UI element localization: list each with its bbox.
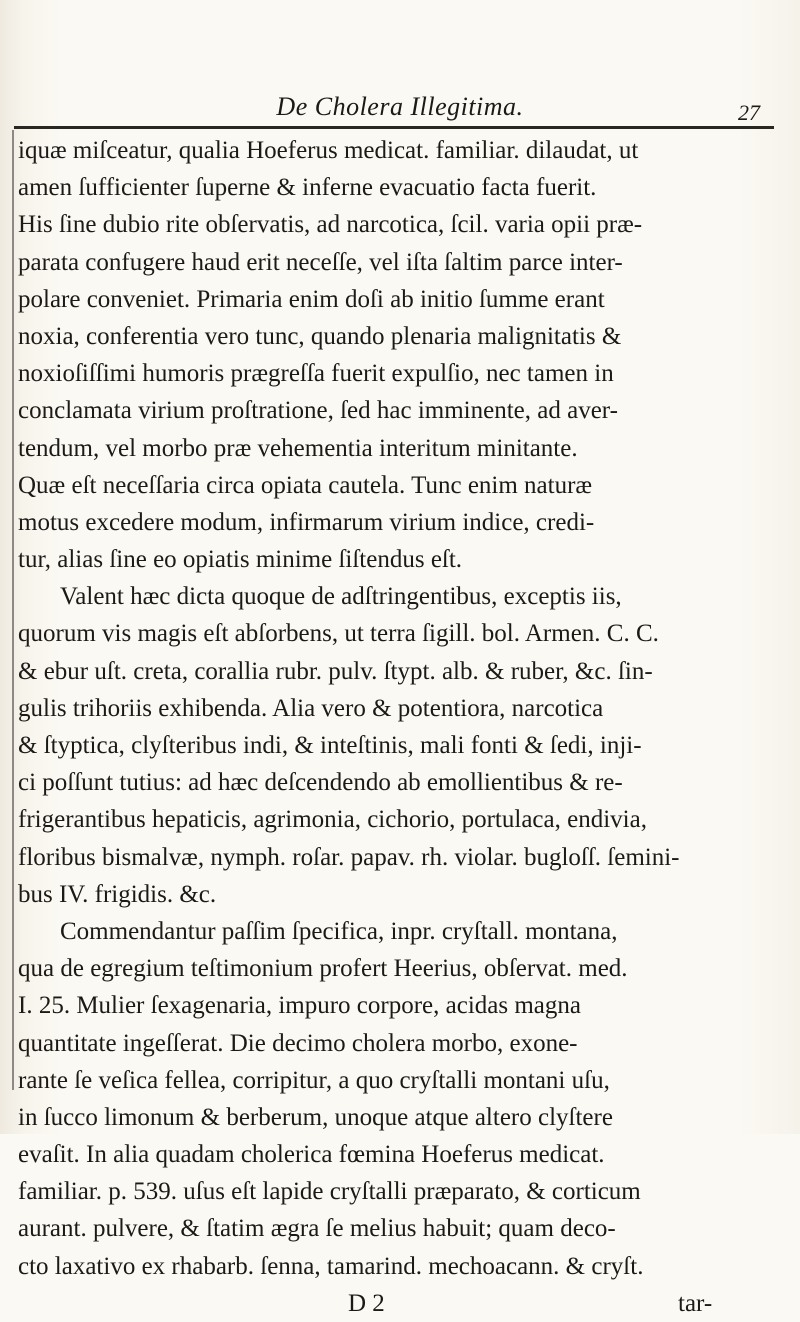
text-line: gulis trihoriis exhibenda. Alia vero & potentiora, narcotica — [18, 694, 604, 722]
signature-mark: D 2 — [348, 1289, 385, 1317]
text-line: quorum vis magis eſt abſorbens, ut terra ſigill. bol. Armen. C. C. — [18, 620, 659, 648]
text-line: bus IV. frigidis. &c. — [18, 880, 217, 908]
text-line: I. 25. Mulier ſexagenaria, impuro corpore, acidas magna — [18, 992, 581, 1020]
text-line: frigerantibus hepaticis, agrimonia, cichorio, portulaca, endivia, — [18, 806, 647, 834]
text-line: Quæ eſt neceſſaria circa opiata cautela. Tunc enim naturæ — [18, 471, 593, 499]
text-line: aurant. pulvere, & ſtatim ægra ſe melius habuit; quam deco- — [18, 1215, 616, 1243]
text-line: in ſucco limonum & berberum, unoque atque altero clyſtere — [18, 1103, 613, 1131]
text-line: noxia, conferentia vero tunc, quando plenaria malignitatis & — [18, 322, 622, 350]
text-line: His ſine dubio rite obſervatis, ad narcotica, ſcil. varia opii præ- — [18, 211, 643, 239]
text-line: Valent hæc dicta quoque de adſtringentibus, exceptis iis, — [60, 583, 622, 611]
text-line: rante ſe veſica fellea, corripitur, a quo cryſtalli montani uſu, — [18, 1066, 610, 1094]
text-line: iquæ miſceatur, qualia Hoeferus medicat. familiar. dilaudat, ut — [18, 137, 639, 164]
text-line: & ebur uſt. creta, corallia rubr. pulv. ſtypt. alb. & ruber, &c. ſin- — [18, 657, 653, 685]
text-line: amen ſufficienter ſuperne & inferne evacuatio facta fuerit. — [18, 174, 597, 202]
text-line: noxioſiſſimi humoris prægreſſa fuerit expulſio, nec tamen in — [18, 360, 614, 388]
running-title: De Cholera Illegitima. — [276, 92, 524, 121]
text-line: quantitate ingeſſerat. Die decimo cholera morbo, exone- — [18, 1029, 578, 1057]
text-line: Commendantur paſſim ſpecifica, inpr. cryſtall. montana, — [60, 917, 618, 945]
header-rule — [14, 126, 774, 129]
text-line: conclamata virium proſtratione, ſed hac imminente, ad aver- — [18, 397, 618, 425]
text-line: cto laxativo ex rhabarb. ſenna, tamarind. mechoacann. & cryſt. — [18, 1252, 644, 1280]
text-line: motus excedere modum, infirmarum virium indice, credi- — [18, 508, 595, 536]
text-line: tendum, vel morbo præ vehementia interitum minitante. — [18, 434, 578, 462]
text-line: tur, alias ſine eo opiatis minime ſiſtendus eſt. — [18, 546, 463, 574]
text-line: ci poſſunt tutius: ad hæc deſcendendo ab emollientibus & re- — [18, 769, 623, 797]
text-line: evaſit. In alia quadam cholerica fœmina Hoeferus medicat. — [18, 1141, 605, 1169]
text-line: floribus bismalvæ, nymph. roſar. papav. rh. violar. bugloſſ. ſemini- — [18, 843, 680, 871]
page-header — [0, 86, 800, 126]
text-line: parata confugere haud erit neceſſe, vel iſta ſaltim parce inter- — [18, 248, 623, 276]
gutter-shadow — [12, 130, 14, 1090]
body-text — [18, 132, 780, 1322]
text-line: familiar. p. 539. uſus eſt lapide cryſtalli præparato, & corticum — [18, 1178, 641, 1206]
footer-line — [18, 1285, 780, 1322]
text-line: qua de egregium teſtimonium profert Heerius, obſervat. med. — [18, 955, 628, 983]
catchword: tar- — [678, 1289, 713, 1317]
text-line: polare conveniet. Primaria enim doſi ab initio ſumme erant — [18, 285, 605, 313]
page-number: 27 — [738, 100, 760, 125]
text-line: & ſtyptica, clyſteribus indi, & inteſtinis, mali fonti & ſedi, inji- — [18, 732, 642, 759]
